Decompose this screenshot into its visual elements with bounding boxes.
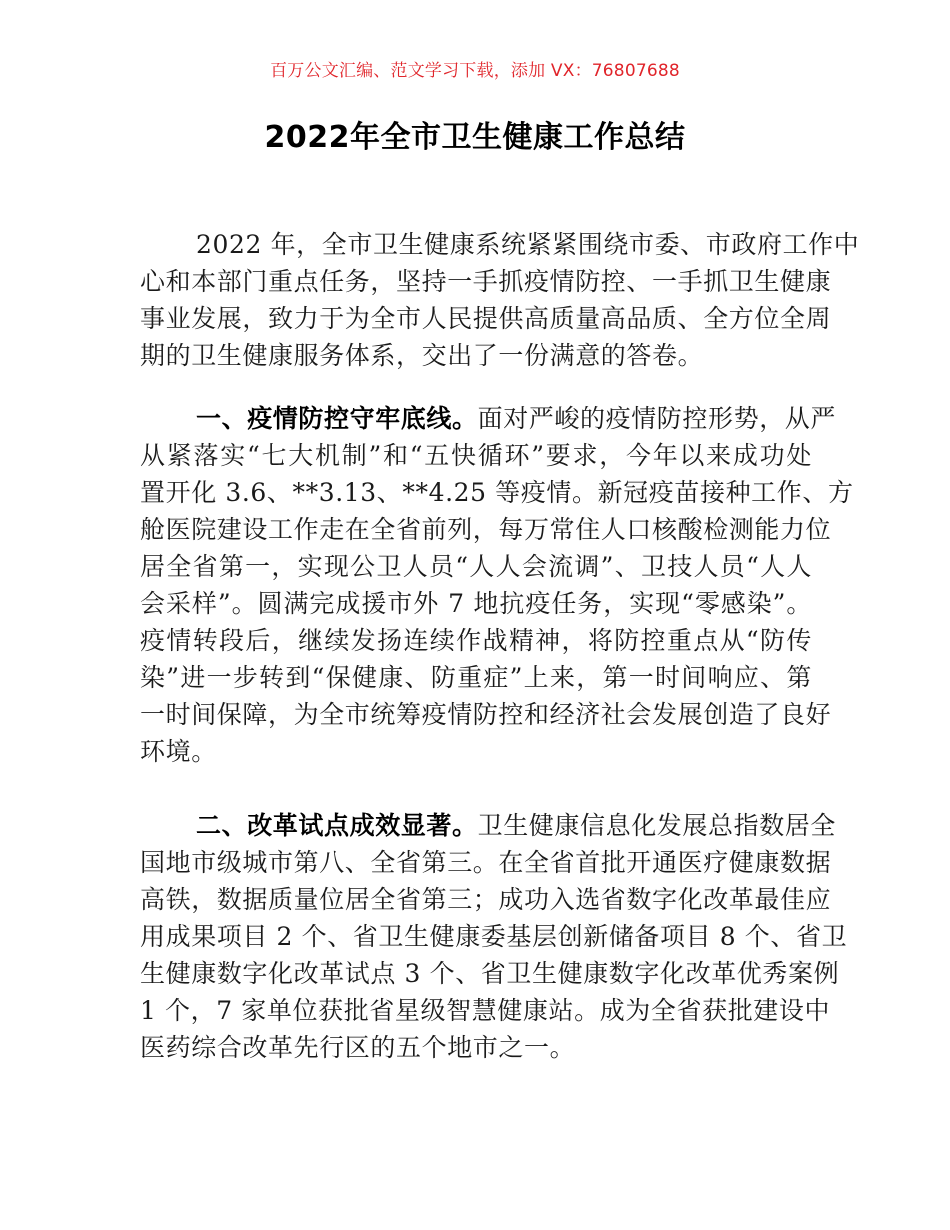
paragraph-line: 疫情转段后，继续发扬连续作战精神，将防控重点从“防传 (140, 626, 812, 655)
section-epidemic-control (140, 400, 854, 770)
paragraph-line: 从紧落实“七大机制”和“五快循环”要求，今年以来成功处 (140, 441, 812, 470)
intro-paragraph (140, 226, 860, 374)
paragraph-line: 心和本部门重点任务，坚持一手抓疫情防控、一手抓卫生健康 (140, 267, 832, 296)
paragraph-line: 事业发展，致力于为全市人民提供高质量高品质、全方位全周 (140, 304, 832, 333)
paragraph-line: 置开化 3.6、**3.13、**4.25 等疫情。新冠疫苗接种工作、方 (140, 478, 854, 507)
paragraph-line: 1 个，7 家单位获批省星级智慧健康站。成为全省获批建设中 (140, 996, 831, 1025)
document-title: 2022年全市卫生健康工作总结 (264, 120, 686, 155)
paragraph-line: 期的卫生健康服务体系，交出了一份满意的答卷。 (140, 341, 704, 370)
paragraph-line: 生健康数字化改革试点 3 个、省卫生健康数字化改革优秀案例 (140, 959, 840, 988)
paragraph-line: 居全省第一，实现公卫人员“人人会流调”、卫技人员“人人 (140, 552, 812, 581)
paragraph-line: 一时间保障，为全市统筹疫情防控和经济社会发展创造了良好 (140, 700, 832, 729)
paragraph-line: 会采样”。圆满完成援市外 7 地抗疫任务，实现“零感染”。 (140, 589, 812, 618)
section-reform-pilots (140, 807, 848, 1066)
paragraph-line: 国地市级城市第八、全省第三。在全省首批开通医疗健康数据 (140, 848, 832, 877)
paragraph-line: 2022 年，全市卫生健康系统紧紧围绕市委、市政府工作中 (196, 230, 860, 259)
paragraph-line: 用成果项目 2 个、省卫生健康委基层创新储备项目 8 个、省卫 (140, 922, 848, 951)
paragraph-line: 环境。 (140, 737, 217, 766)
paragraph-line: 二、改革试点成效显著。卫生健康信息化发展总指数居全 (196, 811, 837, 840)
paragraph-line: 一、疫情防控守牢底线。面对严峻的疫情防控形势，从严 (196, 404, 837, 433)
watermark-banner: 百万公文汇编、范文学习下载，添加 VX：76807688 (270, 61, 680, 81)
paragraph-line: 高铁，数据质量位居全省第三；成功入选省数字化改革最佳应 (140, 885, 832, 914)
paragraph-line: 舱医院建设工作走在全省前列，每万常住人口核酸检测能力位 (140, 515, 832, 544)
section-heading: 二、改革试点成效显著。 (196, 811, 478, 840)
paragraph-line: 医药综合改革先行区的五个地市之一。 (140, 1033, 576, 1062)
paragraph-line: 染”进一步转到“保健康、防重症”上来，第一时间响应、第 (140, 663, 812, 692)
section-heading: 一、疫情防控守牢底线。 (196, 404, 478, 433)
